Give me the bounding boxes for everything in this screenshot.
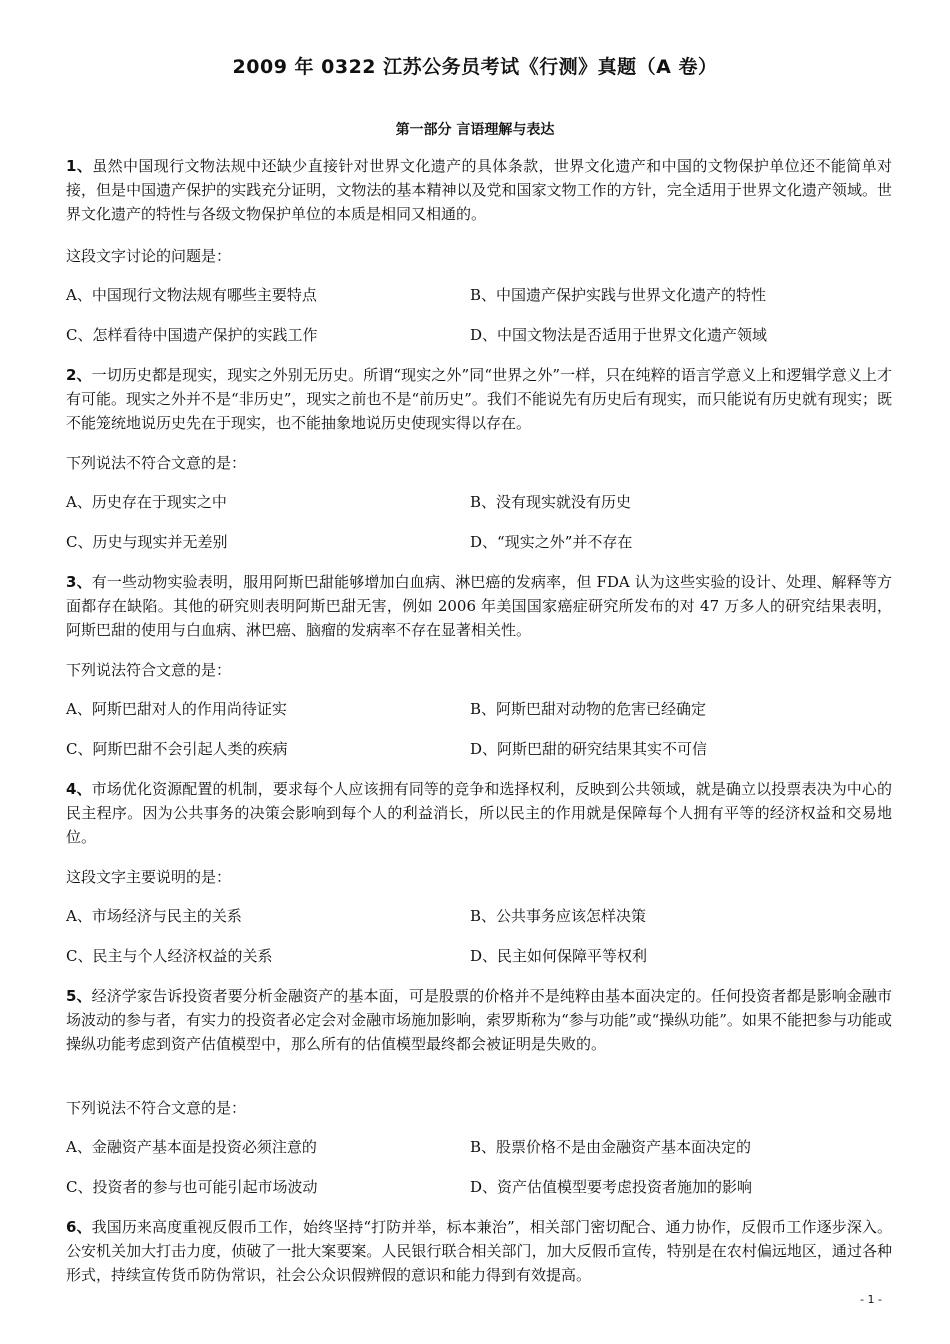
section-heading: 第一部分 言语理解与表达 — [395, 122, 555, 138]
question-body: 经济学家告诉投资者要分析金融资产的基本面，可是股票的价格并不是纯粹由基本面决定的。任何投资者都是影响金融市场波动的参与者，有实力的投资者必定会对金融市场施加影响，索罗斯称为“参与功能”或“操纵功能”。如果不能把参与功能或操纵功能考虑到资产估值模型中，那么所有的估值模型最终都会被证明是失败的。 — [66, 987, 893, 1053]
question-body: 市场优化资源配置的机制，要求每个人应该拥有同等的竞争和选择权利，反映到公共领域，就是确立以投票表决为中心的民主程序。因为公共事务的决策会影响到每个人的利益消长，所以民主的作用就是保障每个人拥有平等的经济权益和交易地位。 — [66, 780, 893, 846]
question-2-option-c: C、历史与现实并无差别 — [66, 533, 228, 551]
question-1-option-b: B、中国遗产保护实践与世界文化遗产的特性 — [470, 286, 767, 304]
question-1-prompt: 这段文字讨论的问题是： — [66, 247, 232, 265]
question-body: 有一些动物实验表明，服用阿斯巴甜能够增加白血病、淋巴癌的发病率，但 FDA 认为这些实验的设计、处理、解释等方面都存在缺陷。其他的研究则表明阿斯巴甜无害，例如 2006 年美国国家癌症研究所发布的对 47 万多人的研究结果表明，阿斯巴甜的使用与白血病、淋巴癌、脑瘤的发病率不存在显著相关性。 — [66, 573, 892, 639]
question-1-option-d: D、中国文物法是否适用于世界文化遗产领域 — [470, 326, 768, 344]
question-4-text — [66, 777, 892, 849]
question-5-option-a: A、金融资产基本面是投资必须注意的 — [66, 1138, 317, 1156]
question-2-text — [66, 363, 892, 435]
question-5-option-c: C、投资者的参与也可能引起市场波动 — [66, 1178, 318, 1196]
question-5-option-d: D、资产估值模型要考虑投资者施加的影响 — [470, 1178, 753, 1196]
question-3-option-d: D、阿斯巴甜的研究结果其实不可信 — [470, 740, 708, 758]
question-number: 3、 — [66, 573, 92, 591]
question-number: 6、 — [66, 1218, 92, 1236]
question-4-option-c: C、民主与个人经济权益的关系 — [66, 947, 273, 965]
question-2-option-a: A、历史存在于现实之中 — [66, 493, 227, 511]
question-number: 4、 — [66, 780, 92, 798]
question-1-text — [66, 154, 892, 226]
question-3-prompt: 下列说法符合文意的是： — [66, 661, 232, 679]
question-2-option-d: D、“现实之外”并不存在 — [470, 533, 633, 551]
page-number: - 1 - — [860, 1293, 882, 1306]
question-5-prompt: 下列说法不符合文意的是： — [66, 1099, 247, 1117]
question-3-option-c: C、阿斯巴甜不会引起人类的疾病 — [66, 740, 288, 758]
question-number: 1、 — [66, 157, 93, 175]
question-1-option-c: C、怎样看待中国遗产保护的实践工作 — [66, 326, 318, 344]
question-body: 一切历史都是现实，现实之外别无历史。所谓“现实之外”同“世界之外”一样，只在纯粹的语言学意义上和逻辑学意义上才有可能。现实之外并不是“非历史”，现实之前也不是“前历史”。我们不能说先有历史后有现实，而只能说有历史就有现实；既不能笼统地说历史先在于现实，也不能抽象地说历史使现实得以存在。 — [66, 366, 893, 432]
question-body: 我国历来高度重视反假币工作，始终坚持“打防并举，标本兼治”，相关部门密切配合、通力协作，反假币工作逐步深入。公安机关加大打击力度，侦破了一批大案要案。人民银行联合相关部门，加大反假币宣传，特别是在农村偏远地区，通过各种形式，持续宣传货币防伪常识，社会公众识假辨假的意识和能力得到有效提高。 — [66, 1218, 893, 1284]
question-2-prompt: 下列说法不符合文意的是： — [66, 454, 247, 472]
question-number: 2、 — [66, 366, 92, 384]
question-4-option-d: D、民主如何保障平等权利 — [470, 947, 648, 965]
question-4-option-b: B、公共事务应该怎样决策 — [470, 907, 647, 925]
question-1-option-a: A、中国现行文物法规有哪些主要特点 — [66, 286, 317, 304]
question-5-option-b: B、股票价格不是由金融资产基本面决定的 — [470, 1138, 752, 1156]
question-6-text — [66, 1215, 892, 1287]
question-4-prompt: 这段文字主要说明的是： — [66, 868, 232, 886]
question-5-text — [66, 984, 892, 1056]
page-title: 2009 年 0322 江苏公务员考试《行测》真题（A 卷） — [232, 56, 718, 78]
question-2-option-b: B、没有现实就没有历史 — [470, 493, 632, 511]
question-3-option-b: B、阿斯巴甜对动物的危害已经确定 — [470, 700, 707, 718]
question-3-option-a: A、阿斯巴甜对人的作用尚待证实 — [66, 700, 287, 718]
question-3-text — [66, 570, 892, 642]
question-number: 5、 — [66, 987, 92, 1005]
question-body: 虽然中国现行文物法规中还缺少直接针对世界文化遗产的具体条款，世界文化遗产和中国的文物保护单位还不能简单对接，但是中国遗产保护的实践充分证明，文物法的基本精神以及党和国家文物工作的方针，完全适用于世界文化遗产领域。世界文化遗产的特性与各级文物保护单位的本质是相同又相通的。 — [66, 157, 892, 223]
question-4-option-a: A、市场经济与民主的关系 — [66, 907, 242, 925]
